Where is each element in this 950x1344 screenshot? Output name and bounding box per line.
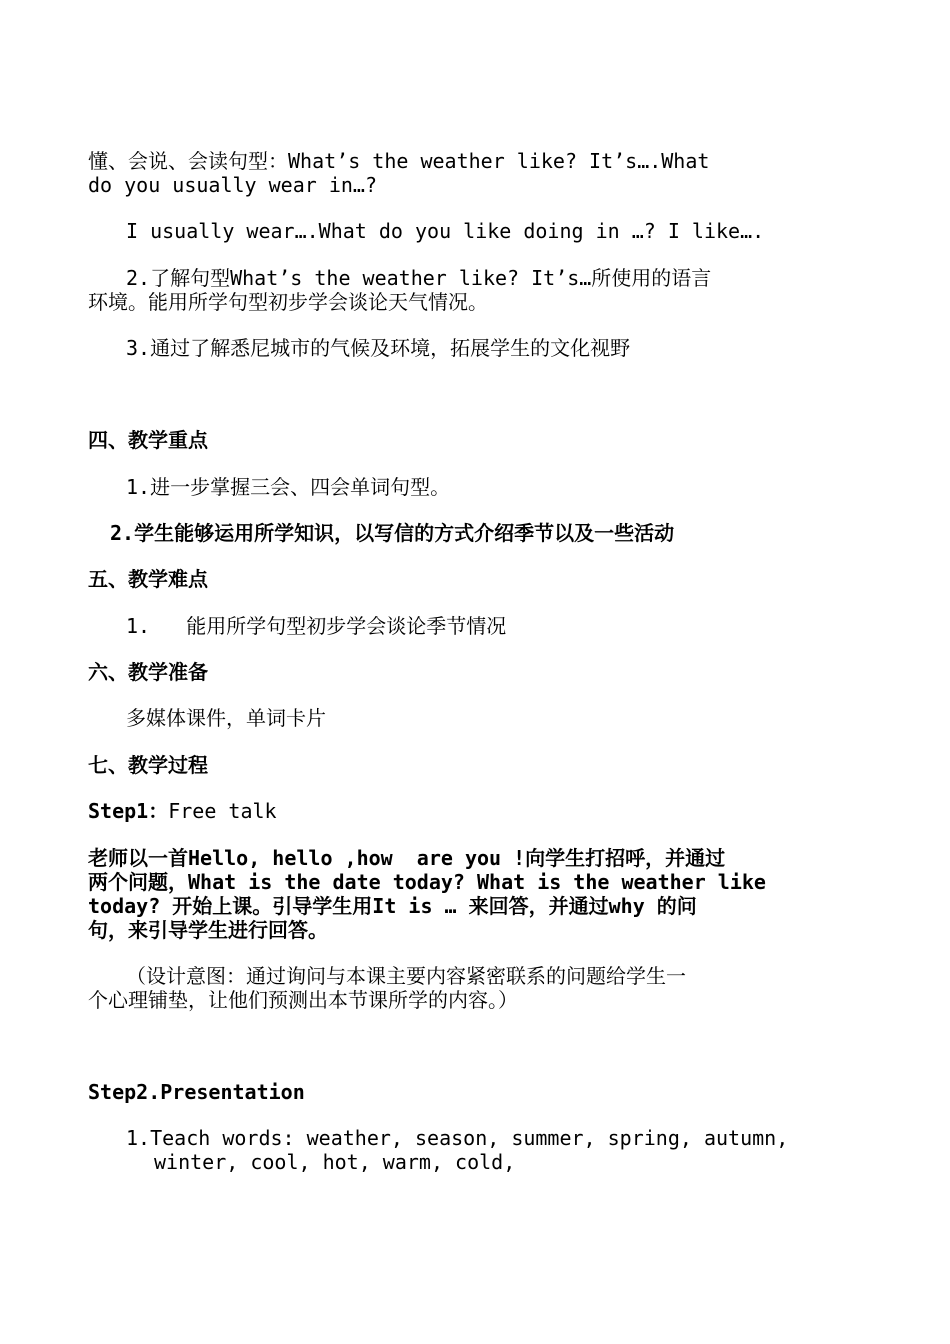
step-2-heading: Step2.Presentation [88,1080,305,1104]
objective-2-line-2: 环境。能用所学句型初步学会谈论天气情况。 [88,290,488,314]
objective-1-line-1: 懂、会说、会读句型：What’s the weather like? It’s….What [88,149,710,173]
section-7-heading: 七、教学过程 [88,753,208,777]
step-2-item-1-line-1: 1.Teach words: weather, season, summer, spring, autumn, [126,1126,789,1150]
section-6-heading: 六、教学准备 [88,660,208,684]
step-1-title: Free talk [168,799,277,823]
section-5-item-1: 1. 能用所学句型初步学会谈论季节情况 [126,614,507,638]
step-1-paragraph-line-1: 老师以一首Hello, hello ,how are you !向学生打招呼，并通过 [88,846,726,870]
objective-1-line-3: I usually wear….What do you like doing in …? I like…. [126,219,765,243]
objective-2-line-1: 2.了解句型What’s the weather like? It’s…所使用的语言 [126,266,712,290]
step-1-label: Step1： [88,799,169,823]
step-1-paragraph-line-2: 两个问题，What is the date today? What is the weather like [88,870,766,894]
design-intent-line-2: 个心理铺垫，让他们预测出本节课所学的内容。） [88,988,518,1012]
section-4-heading: 四、教学重点 [88,428,208,452]
design-intent-line-1: （设计意图：通过询问与本课主要内容紧密联系的问题给学生一 [126,964,686,988]
objective-3: 3.通过了解悉尼城市的气候及环境，拓展学生的文化视野 [126,336,631,360]
section-4-item-2: 2.学生能够运用所学知识，以写信的方式介绍季节以及一些活动 [110,521,675,545]
section-6-item-1: 多媒体课件，单词卡片 [126,706,326,730]
step-2-item-1-line-2: winter, cool, hot, warm, cold, [154,1150,516,1174]
section-4-item-1: 1.进一步掌握三会、四会单词句型。 [126,475,451,499]
step-1-paragraph-line-4: 句，来引导学生进行回答。 [88,918,328,942]
step-1-paragraph-line-3: today? 开始上课。引导学生用It is … 来回答，并通过why 的问 [88,894,697,918]
objective-1-line-2: do you usually wear in…? [88,173,377,197]
step-1-heading [88,799,277,823]
section-5-heading: 五、教学难点 [88,567,208,591]
